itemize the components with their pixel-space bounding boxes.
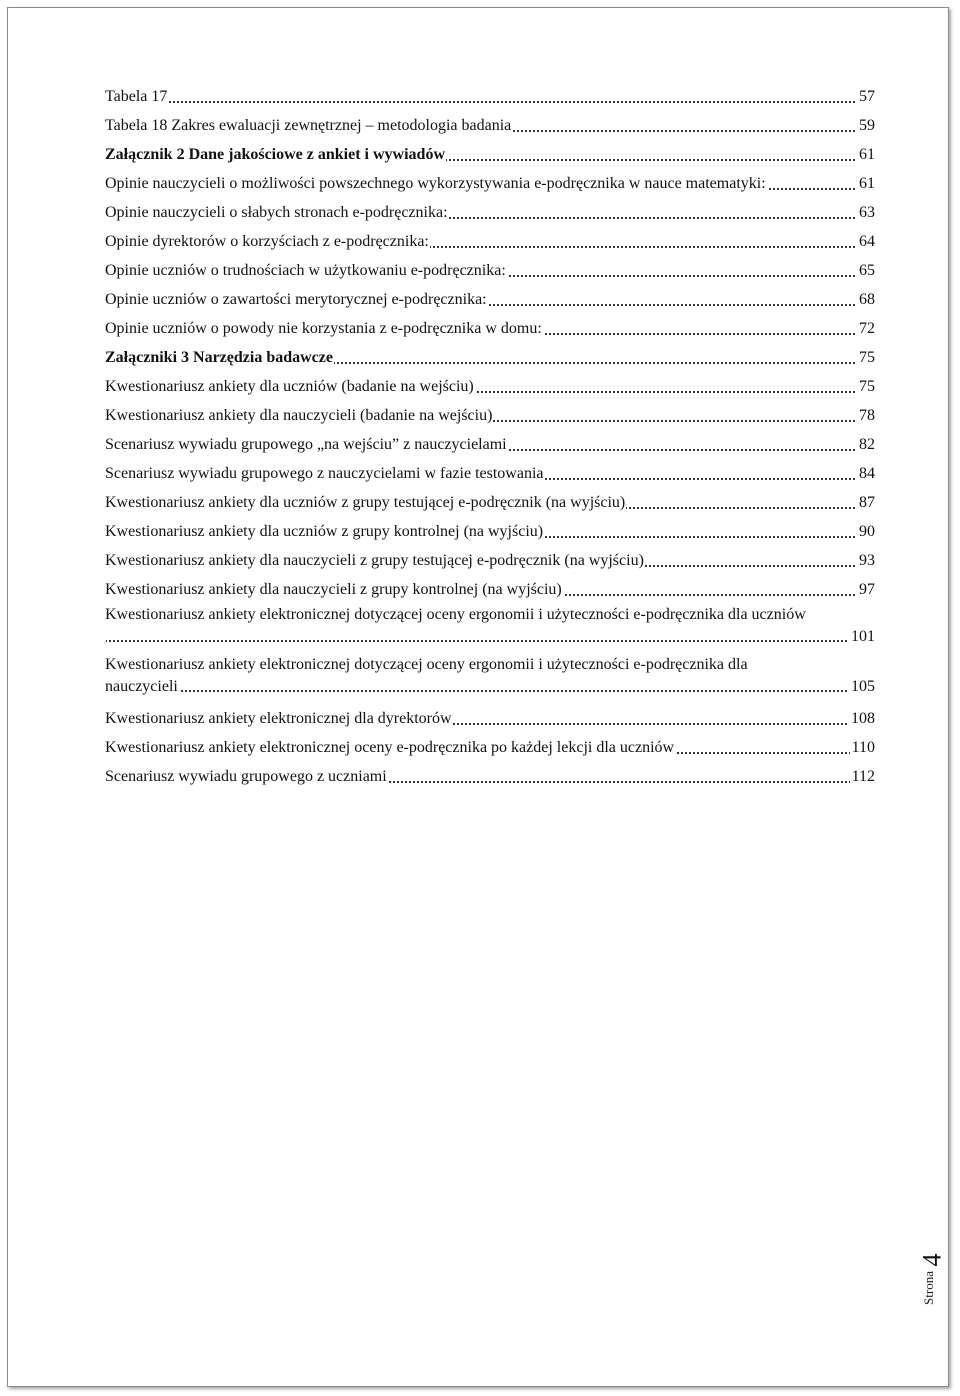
toc-entry-page: 61	[857, 169, 875, 198]
toc-entry[interactable]	[105, 704, 875, 733]
toc-entry-text-line1: Kwestionariusz ankiety elektronicznej dotyczącej oceny ergonomii i użyteczności e-podręcznika dla	[105, 656, 748, 673]
toc-entry[interactable]	[105, 169, 875, 198]
toc-entry-text: Scenariusz wywiadu grupowego z nauczycielami w fazie testowania	[105, 465, 544, 482]
toc-entry-page: 101	[849, 626, 875, 648]
toc-section-entry[interactable]	[105, 140, 875, 169]
toc-entry-wrapped[interactable]	[105, 654, 875, 704]
toc-entry-page: 57	[857, 82, 875, 111]
toc-entry[interactable]	[105, 430, 875, 459]
toc-entry[interactable]	[105, 314, 875, 343]
toc-entry-text: Tabela 17	[105, 88, 168, 105]
toc-entry[interactable]	[105, 256, 875, 285]
toc-entry[interactable]	[105, 82, 875, 111]
toc-entry-text: Kwestionariusz ankiety dla uczniów z grupy kontrolnej (na wyjściu)	[105, 523, 544, 540]
toc-entry[interactable]	[105, 546, 875, 575]
toc-entry-text-line2	[105, 628, 106, 645]
toc-entry-text: Kwestionariusz ankiety dla nauczycieli (badanie na wejściu)	[105, 407, 493, 424]
toc-entry[interactable]	[105, 575, 875, 604]
toc-entry-page: 90	[857, 517, 875, 546]
toc-entry-wrapped[interactable]	[105, 604, 875, 654]
toc-entry[interactable]	[105, 372, 875, 401]
toc-entry-text: Opinie nauczycieli o możliwości powszechnego wykorzystywania e-podręcznika w nauce matematyki:	[105, 175, 766, 192]
toc-entry-page: 97	[857, 575, 875, 604]
toc-entry-page: 108	[849, 704, 875, 733]
toc-entry-page: 87	[857, 488, 875, 517]
toc-entry[interactable]	[105, 517, 875, 546]
toc-entry-text: Kwestionariusz ankiety elektronicznej dla dyrektorów	[105, 710, 452, 727]
toc-entry-text: Kwestionariusz ankiety dla nauczycieli z grupy kontrolnej (na wyjściu)	[105, 581, 562, 598]
toc-entry-text: Załączniki 3 Narzędzia badawcze	[105, 349, 333, 366]
page-number: 4	[917, 1253, 947, 1267]
toc-entry-text-line2: nauczycieli	[105, 678, 178, 695]
toc-entry-text: Opinie uczniów o trudnościach w użytkowaniu e-podręcznika:	[105, 262, 506, 279]
toc-entry-text: Kwestionariusz ankiety dla uczniów (badanie na wejściu)	[105, 378, 474, 395]
toc-entry-page: 82	[857, 430, 875, 459]
toc-entry-page: 84	[857, 459, 875, 488]
toc-entry[interactable]	[105, 762, 875, 791]
toc-entry-page: 65	[857, 256, 875, 285]
toc-entry-page: 78	[857, 401, 875, 430]
toc-entry-text: Opinie dyrektorów o korzyściach z e-podręcznika:	[105, 233, 429, 250]
toc-entry[interactable]	[105, 401, 875, 430]
toc-entry-text: Opinie nauczycieli o słabych stronach e-podręcznika:	[105, 204, 448, 221]
toc-entry-text: Scenariusz wywiadu grupowego „na wejściu” z nauczycielami	[105, 436, 507, 453]
toc-entry-page: 64	[857, 227, 875, 256]
table-of-contents	[105, 82, 875, 791]
toc-entry[interactable]	[105, 227, 875, 256]
toc-entry-text: Kwestionariusz ankiety elektronicznej oceny e-podręcznika po każdej lekcji dla uczniów	[105, 739, 675, 756]
toc-entry-page: 112	[850, 762, 875, 791]
toc-entry[interactable]	[105, 111, 875, 140]
toc-entry-text: Tabela 18 Zakres ewaluacji zewnętrznej – metodologia badania	[105, 117, 512, 134]
toc-entry[interactable]	[105, 285, 875, 314]
toc-entry-page: 75	[857, 343, 875, 372]
toc-entry[interactable]	[105, 488, 875, 517]
toc-entry-page: 61	[857, 140, 875, 169]
toc-entry-text-line1: Kwestionariusz ankiety elektronicznej dotyczącej oceny ergonomii i użyteczności e-podręcznika dla uczniów	[105, 606, 806, 623]
toc-entry-text: Scenariusz wywiadu grupowego z uczniami	[105, 768, 387, 785]
toc-entry-page: 105	[849, 676, 875, 698]
toc-entry-text: Kwestionariusz ankiety dla nauczycieli z grupy testującej e-podręcznik (na wyjściu)	[105, 552, 644, 569]
page-footer	[917, 1245, 950, 1305]
toc-entry-page: 68	[857, 285, 875, 314]
toc-entry-text: Załącznik 2 Dane jakościowe z ankiet i wywiadów	[105, 146, 445, 163]
toc-entry-page: 63	[857, 198, 875, 227]
toc-entry-page: 75	[857, 372, 875, 401]
toc-entry[interactable]	[105, 733, 875, 762]
toc-entry-text: Opinie uczniów o powody nie korzystania z e-podręcznika w domu:	[105, 320, 542, 337]
toc-entry-text: Opinie uczniów o zawartości merytorycznej e-podręcznika:	[105, 291, 487, 308]
page-label: Strona	[920, 1271, 936, 1305]
toc-entry-text: Kwestionariusz ankiety dla uczniów z grupy testującej e-podręcznik (na wyjściu)	[105, 494, 626, 511]
toc-entry[interactable]	[105, 198, 875, 227]
toc-entry-page: 72	[857, 314, 875, 343]
toc-entry-page: 93	[857, 546, 875, 575]
toc-entry-page: 110	[850, 733, 875, 762]
toc-entry-page: 59	[857, 111, 875, 140]
toc-section-entry[interactable]	[105, 343, 875, 372]
toc-entry[interactable]	[105, 459, 875, 488]
